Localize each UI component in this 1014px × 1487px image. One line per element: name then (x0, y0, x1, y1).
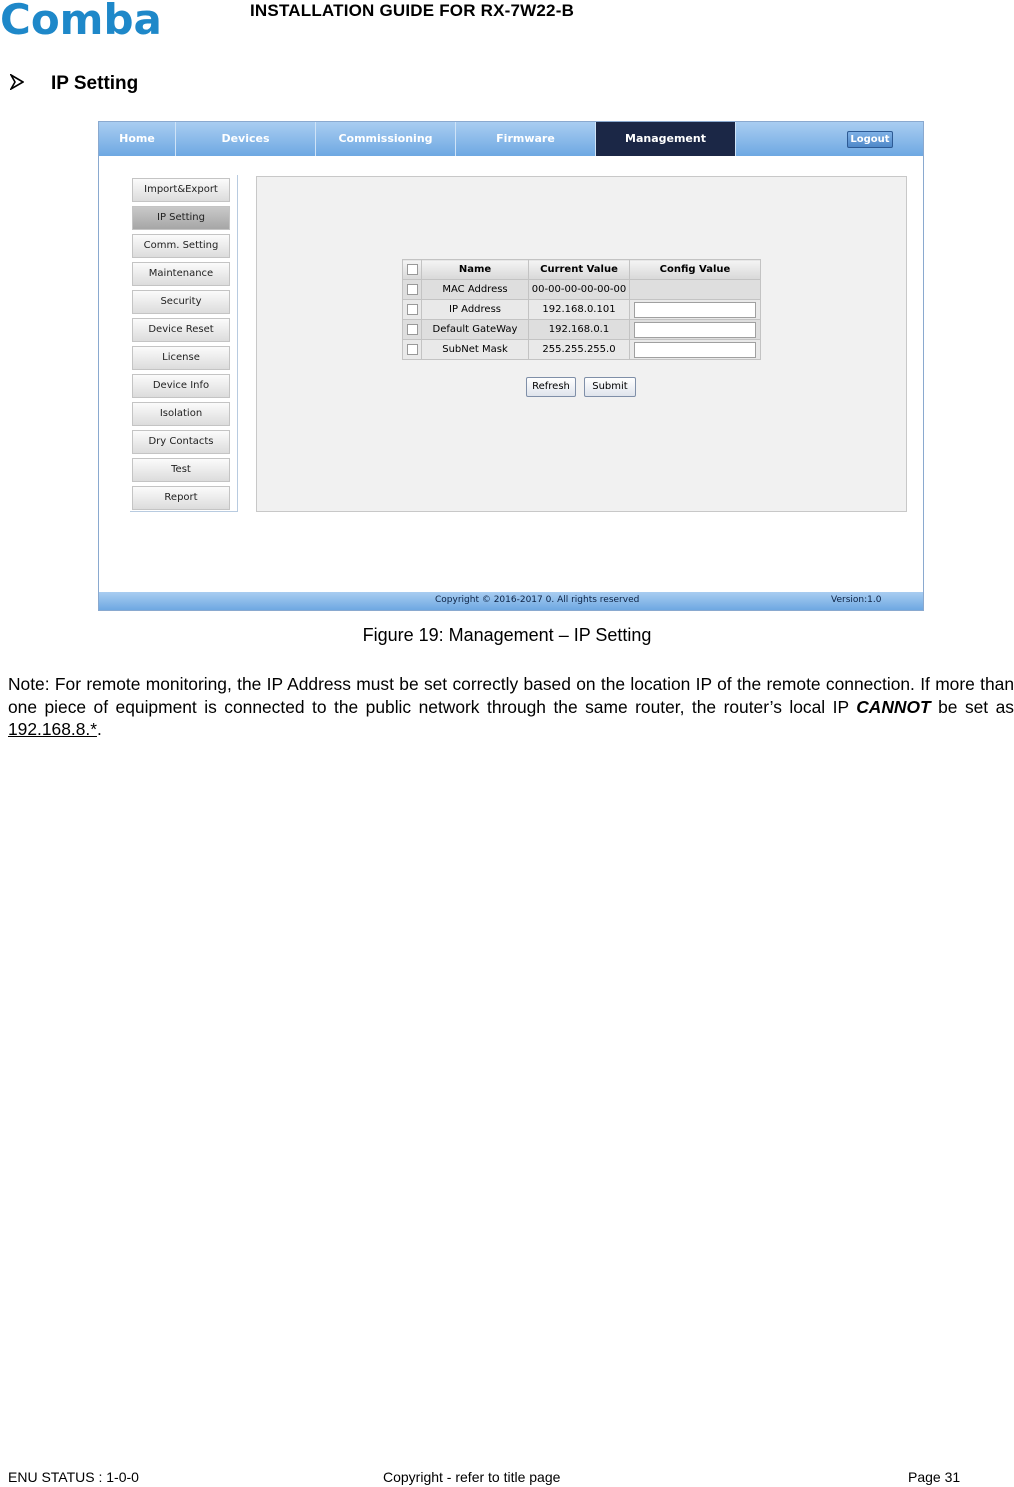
gateway-input[interactable] (634, 322, 756, 338)
col-config-value: Config Value (630, 260, 761, 280)
cell-name: IP Address (422, 300, 529, 320)
side-item-maintenance[interactable]: Maintenance (132, 262, 230, 286)
cell-current: 00-00-00-00-00-00 (529, 280, 630, 300)
refresh-button[interactable]: Refresh (526, 377, 576, 397)
note-emphasis: CANNOT (856, 696, 931, 717)
side-item-isolation[interactable]: Isolation (132, 402, 230, 426)
side-menu (130, 175, 238, 512)
row-checkbox[interactable] (407, 324, 418, 335)
select-all-checkbox[interactable] (407, 264, 418, 275)
ip-setting-table (402, 259, 761, 360)
logout-button[interactable]: Logout (847, 131, 893, 148)
cell-config (630, 340, 761, 360)
side-item-test[interactable]: Test (132, 458, 230, 482)
logo-text: Comba (0, 0, 162, 40)
row-checkbox-cell (403, 300, 422, 320)
row-checkbox[interactable] (407, 284, 418, 295)
cell-config (630, 300, 761, 320)
note-ip-pattern: 192.168.8.* (8, 719, 97, 739)
comba-logo (0, 0, 182, 40)
cell-name: Default GateWay (422, 320, 529, 340)
document-title: INSTALLATION GUIDE FOR RX-7W22-B (250, 1, 575, 20)
cell-config (630, 320, 761, 340)
figure-caption: Figure 19: Management – IP Setting (362, 625, 652, 645)
footer-copyright: Copyright - refer to title page (383, 1469, 561, 1485)
note-text-2: be set as (930, 696, 1014, 717)
content-panel (256, 176, 907, 512)
tab-management[interactable]: Management (596, 122, 736, 156)
side-item-ip-setting[interactable]: IP Setting (132, 206, 230, 230)
note-text-3: . (96, 719, 102, 739)
ip-address-input[interactable] (634, 302, 756, 318)
col-current-value: Current Value (529, 260, 630, 280)
row-checkbox[interactable] (407, 304, 418, 315)
row-checkbox-cell (403, 340, 422, 360)
arrow-bullet-icon (10, 74, 24, 90)
footer-page-number: Page 31 (908, 1469, 961, 1485)
tab-commissioning[interactable]: Commissioning (316, 122, 456, 156)
management-screenshot (98, 121, 924, 611)
row-checkbox[interactable] (407, 344, 418, 355)
cell-current: 192.168.0.1 (529, 320, 630, 340)
cell-name: MAC Address (422, 280, 529, 300)
subnet-mask-input[interactable] (634, 342, 756, 358)
side-item-license[interactable]: License (132, 346, 230, 370)
footer-status: ENU STATUS : 1-0-0 (8, 1469, 139, 1485)
app-copyright: Copyright © 2016-2017 0. All rights reserved (435, 595, 640, 605)
side-item-device-info[interactable]: Device Info (132, 374, 230, 398)
note-text-1: Note: For remote monitoring, the IP Address must be set correctly based on the location IP of the remote connection. If more than one piece of equipment is connected to the public network through the same router, the router’s local IP (8, 674, 1014, 717)
cell-name: SubNet Mask (422, 340, 529, 360)
cell-current: 255.255.255.0 (529, 340, 630, 360)
side-item-comm-setting[interactable]: Comm. Setting (132, 234, 230, 258)
table-row (403, 320, 761, 340)
section-heading: IP Setting (51, 73, 139, 94)
table-row (403, 300, 761, 320)
side-item-report[interactable]: Report (132, 486, 230, 510)
col-name: Name (422, 260, 529, 280)
table-row (403, 340, 761, 360)
submit-button[interactable]: Submit (584, 377, 636, 397)
tab-devices[interactable]: Devices (176, 122, 316, 156)
cell-config (630, 280, 761, 300)
side-item-dry-contacts[interactable]: Dry Contacts (132, 430, 230, 454)
tab-home[interactable]: Home (99, 122, 176, 156)
select-all-cell (403, 260, 422, 280)
table-header-row (403, 260, 761, 280)
app-version: Version:1.0 (831, 595, 882, 605)
row-checkbox-cell (403, 280, 422, 300)
cell-current: 192.168.0.101 (529, 300, 630, 320)
app-footer-bar (99, 592, 923, 610)
side-item-import-export[interactable]: Import&Export (132, 178, 230, 202)
side-item-device-reset[interactable]: Device Reset (132, 318, 230, 342)
row-checkbox-cell (403, 320, 422, 340)
top-nav-bar (99, 122, 923, 156)
side-item-security[interactable]: Security (132, 290, 230, 314)
note-paragraph (8, 673, 1014, 741)
tab-firmware[interactable]: Firmware (456, 122, 596, 156)
table-row (403, 280, 761, 300)
